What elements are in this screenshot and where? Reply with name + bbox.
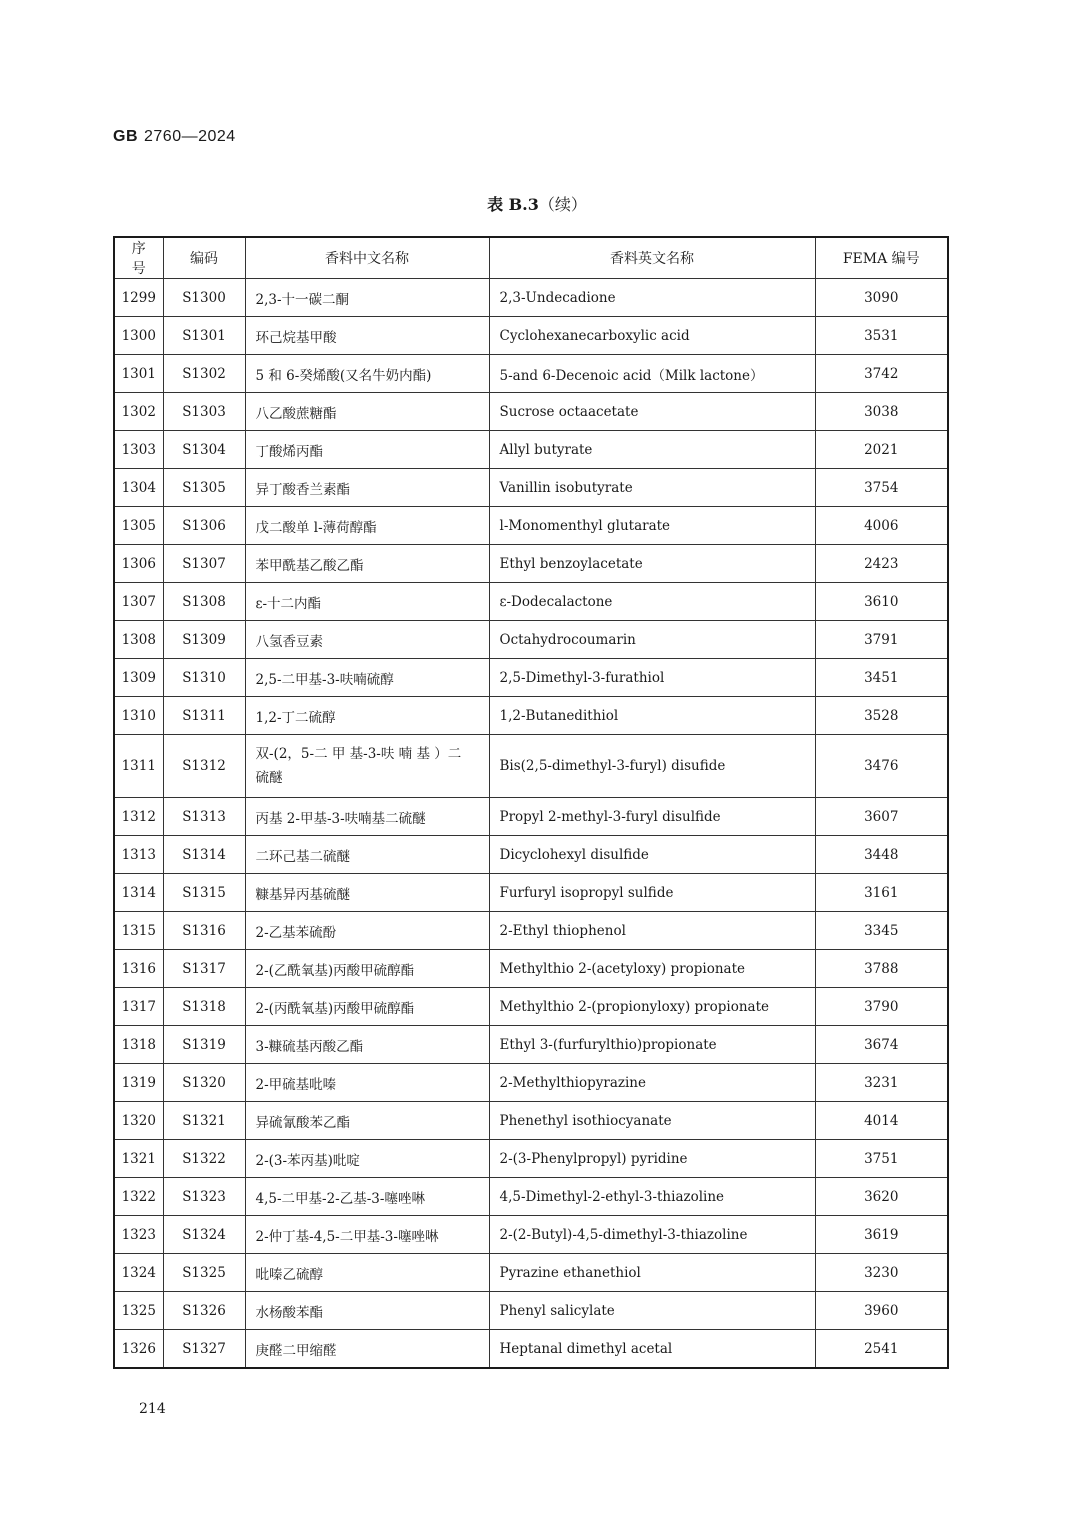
table-row: [114, 1254, 948, 1292]
cell-code: S1324: [163, 1216, 245, 1254]
table-row: [114, 545, 948, 583]
cell-serial: 1315: [114, 912, 163, 950]
table-row: [114, 1292, 948, 1330]
cell-chinese-name: 2-(3-苯丙基)吡啶: [245, 1140, 489, 1178]
cell-code: S1313: [163, 798, 245, 836]
cell-fema-number: 2021: [815, 431, 948, 469]
cell-chinese-name: ε-十二内酯: [245, 583, 489, 621]
cell-serial: 1321: [114, 1140, 163, 1178]
cell-fema-number: 3620: [815, 1178, 948, 1216]
cell-chinese-name: 水杨酸苯酯: [245, 1292, 489, 1330]
cell-serial: 1323: [114, 1216, 163, 1254]
table-row: [114, 950, 948, 988]
cell-fema-number: 3531: [815, 317, 948, 355]
cell-serial: 1324: [114, 1254, 163, 1292]
cell-chinese-name: 异硫氰酸苯乙酯: [245, 1102, 489, 1140]
cell-code: S1306: [163, 507, 245, 545]
cell-fema-number: 3610: [815, 583, 948, 621]
header-english-name: 香料英文名称: [489, 237, 815, 279]
cell-chinese-name: 1,2-丁二硫醇: [245, 697, 489, 735]
cell-serial: 1301: [114, 355, 163, 393]
cell-chinese-name: 2-甲硫基吡嗪: [245, 1064, 489, 1102]
table-header-row: [114, 237, 948, 279]
cell-fema-number: 4014: [815, 1102, 948, 1140]
cell-fema-number: 2423: [815, 545, 948, 583]
cell-serial: 1311: [114, 735, 163, 798]
cell-fema-number: 3619: [815, 1216, 948, 1254]
cell-english-name: Pyrazine ethanethiol: [489, 1254, 815, 1292]
cell-fema-number: 3791: [815, 621, 948, 659]
cell-fema-number: 3790: [815, 988, 948, 1026]
standard-prefix: GB: [113, 128, 138, 145]
cell-chinese-name: 吡嗪乙硫醇: [245, 1254, 489, 1292]
cell-fema-number: 3751: [815, 1140, 948, 1178]
cell-code: S1302: [163, 355, 245, 393]
cell-english-name: 1,2-Butanedithiol: [489, 697, 815, 735]
cell-code: S1326: [163, 1292, 245, 1330]
table-row: [114, 621, 948, 659]
table-row: [114, 912, 948, 950]
cell-chinese-name: 4,5-二甲基-2-乙基-3-噻唑啉: [245, 1178, 489, 1216]
cell-code: S1327: [163, 1330, 245, 1369]
cell-serial: 1308: [114, 621, 163, 659]
cell-chinese-name: 异丁酸香兰素酯: [245, 469, 489, 507]
cell-english-name: Methylthio 2-(propionyloxy) propionate: [489, 988, 815, 1026]
cell-chinese-name: 糠基异丙基硫醚: [245, 874, 489, 912]
cell-code: S1311: [163, 697, 245, 735]
table-row: [114, 836, 948, 874]
cell-fema-number: 3754: [815, 469, 948, 507]
cell-chinese-name: 2-仲丁基-4,5-二甲基-3-噻唑啉: [245, 1216, 489, 1254]
table-row: [114, 874, 948, 912]
cell-fema-number: 3742: [815, 355, 948, 393]
cell-english-name: 2-Methylthiopyrazine: [489, 1064, 815, 1102]
cell-chinese-name: 5 和 6-癸烯酸(又名牛奶内酯): [245, 355, 489, 393]
flavor-table: [113, 236, 949, 1369]
cell-english-name: 2-(3-Phenylpropyl) pyridine: [489, 1140, 815, 1178]
cell-serial: 1303: [114, 431, 163, 469]
cell-fema-number: 3960: [815, 1292, 948, 1330]
table-row: [114, 431, 948, 469]
cell-fema-number: 3038: [815, 393, 948, 431]
cell-serial: 1313: [114, 836, 163, 874]
table-row: [114, 1216, 948, 1254]
cell-chinese-name: 2-乙基苯硫酚: [245, 912, 489, 950]
cell-serial: 1317: [114, 988, 163, 1026]
cell-serial: 1305: [114, 507, 163, 545]
cell-code: S1314: [163, 836, 245, 874]
cell-chinese-name: 八乙酸蔗糖酯: [245, 393, 489, 431]
cell-serial: 1302: [114, 393, 163, 431]
cell-serial: 1314: [114, 874, 163, 912]
table-row: [114, 583, 948, 621]
cell-serial: 1310: [114, 697, 163, 735]
cell-english-name: 2,3-Undecadione: [489, 279, 815, 317]
page-number: 214: [139, 1401, 166, 1417]
cell-serial: 1326: [114, 1330, 163, 1369]
cell-chinese-name: 丙基 2-甲基-3-呋喃基二硫醚: [245, 798, 489, 836]
cell-english-name: 2,5-Dimethyl-3-furathiol: [489, 659, 815, 697]
cell-fema-number: 3161: [815, 874, 948, 912]
cell-english-name: Propyl 2-methyl-3-furyl disulfide: [489, 798, 815, 836]
cell-fema-number: 3674: [815, 1026, 948, 1064]
cell-english-name: Ethyl 3-(furfurylthio)propionate: [489, 1026, 815, 1064]
cell-chinese-name: 2,3-十一碳二酮: [245, 279, 489, 317]
cell-fema-number: 3230: [815, 1254, 948, 1292]
cell-serial: 1300: [114, 317, 163, 355]
cell-chinese-name: 2-(丙酰氧基)丙酸甲硫醇酯: [245, 988, 489, 1026]
cell-code: S1310: [163, 659, 245, 697]
cell-serial: 1319: [114, 1064, 163, 1102]
standard-number: 2760—2024: [144, 128, 236, 145]
cell-fema-number: 3476: [815, 735, 948, 798]
cell-english-name: 4,5-Dimethyl-2-ethyl-3-thiazoline: [489, 1178, 815, 1216]
cell-fema-number: 3231: [815, 1064, 948, 1102]
cell-chinese-name: 庚醛二甲缩醛: [245, 1330, 489, 1369]
cell-english-name: Ethyl benzoylacetate: [489, 545, 815, 583]
cell-code: S1319: [163, 1026, 245, 1064]
cell-serial: 1299: [114, 279, 163, 317]
table-row: [114, 659, 948, 697]
cell-english-name: Phenyl salicylate: [489, 1292, 815, 1330]
table-row: [114, 355, 948, 393]
cell-serial: 1322: [114, 1178, 163, 1216]
header-chinese-name: 香料中文名称: [245, 237, 489, 279]
table-row: [114, 1178, 948, 1216]
cell-fema-number: 3528: [815, 697, 948, 735]
cell-english-name: 2-(2-Butyl)-4,5-dimethyl-3-thiazoline: [489, 1216, 815, 1254]
cell-english-name: Furfuryl isopropyl sulfide: [489, 874, 815, 912]
cell-fema-number: 3090: [815, 279, 948, 317]
cell-serial: 1306: [114, 545, 163, 583]
cell-code: S1325: [163, 1254, 245, 1292]
cell-fema-number: 3451: [815, 659, 948, 697]
cell-fema-number: 3448: [815, 836, 948, 874]
table-row: [114, 1026, 948, 1064]
cell-chinese-name: 二环己基二硫醚: [245, 836, 489, 874]
cell-serial: 1312: [114, 798, 163, 836]
cell-chinese-name: 双-(2，5-二 甲 基-3-呋 喃 基 ）二 硫醚: [245, 735, 489, 798]
cell-english-name: ε-Dodecalactone: [489, 583, 815, 621]
cell-code: S1321: [163, 1102, 245, 1140]
table-title-label: 表 B.3: [487, 195, 539, 214]
cell-serial: 1318: [114, 1026, 163, 1064]
cell-code: S1305: [163, 469, 245, 507]
table-row: [114, 735, 948, 798]
cell-serial: 1307: [114, 583, 163, 621]
table-row: [114, 988, 948, 1026]
table-title: [0, 192, 1074, 215]
cell-fema-number: 3345: [815, 912, 948, 950]
cell-english-name: 2-Ethyl thiophenol: [489, 912, 815, 950]
cell-code: S1322: [163, 1140, 245, 1178]
cell-chinese-name: 环己烷基甲酸: [245, 317, 489, 355]
cell-code: S1317: [163, 950, 245, 988]
cell-chinese-name: 苯甲酰基乙酸乙酯: [245, 545, 489, 583]
cell-code: S1323: [163, 1178, 245, 1216]
cell-code: S1300: [163, 279, 245, 317]
cell-code: S1320: [163, 1064, 245, 1102]
table-row: [114, 1140, 948, 1178]
table-row: [114, 507, 948, 545]
cell-english-name: Vanillin isobutyrate: [489, 469, 815, 507]
cell-fema-number: 3788: [815, 950, 948, 988]
table-row: [114, 469, 948, 507]
cell-serial: 1320: [114, 1102, 163, 1140]
cell-code: S1318: [163, 988, 245, 1026]
cell-english-name: Sucrose octaacetate: [489, 393, 815, 431]
cell-english-name: l-Monomenthyl glutarate: [489, 507, 815, 545]
cell-code: S1301: [163, 317, 245, 355]
cell-code: S1304: [163, 431, 245, 469]
cell-code: S1315: [163, 874, 245, 912]
cell-english-name: 5-and 6-Decenoic acid（Milk lactone）: [489, 355, 815, 393]
table-row: [114, 279, 948, 317]
cell-code: S1308: [163, 583, 245, 621]
table-row: [114, 1102, 948, 1140]
table-row: [114, 1330, 948, 1369]
cell-code: S1307: [163, 545, 245, 583]
cell-code: S1303: [163, 393, 245, 431]
cell-english-name: Cyclohexanecarboxylic acid: [489, 317, 815, 355]
cell-code: S1312: [163, 735, 245, 798]
cell-chinese-name: 丁酸烯丙酯: [245, 431, 489, 469]
cell-serial: 1316: [114, 950, 163, 988]
cell-chinese-name: 3-糠硫基丙酸乙酯: [245, 1026, 489, 1064]
cell-serial: 1304: [114, 469, 163, 507]
cell-code: S1316: [163, 912, 245, 950]
table-body: [114, 279, 948, 1369]
standard-code: [113, 128, 236, 146]
cell-english-name: Bis(2,5-dimethyl-3-furyl) disufide: [489, 735, 815, 798]
cell-english-name: Dicyclohexyl disulfide: [489, 836, 815, 874]
cell-chinese-name: 2,5-二甲基-3-呋喃硫醇: [245, 659, 489, 697]
header-serial: 序号: [114, 237, 163, 279]
cell-chinese-name: 2-(乙酰氧基)丙酸甲硫醇酯: [245, 950, 489, 988]
cell-english-name: Heptanal dimethyl acetal: [489, 1330, 815, 1369]
table-title-suffix: （续）: [538, 195, 587, 214]
table-row: [114, 697, 948, 735]
cell-fema-number: 2541: [815, 1330, 948, 1369]
cell-chinese-name: 戊二酸单 l-薄荷醇酯: [245, 507, 489, 545]
cell-english-name: Methylthio 2-(acetyloxy) propionate: [489, 950, 815, 988]
table-row: [114, 393, 948, 431]
cell-fema-number: 3607: [815, 798, 948, 836]
table-row: [114, 1064, 948, 1102]
header-code: 编码: [163, 237, 245, 279]
cell-code: S1309: [163, 621, 245, 659]
cell-english-name: Octahydrocoumarin: [489, 621, 815, 659]
cell-fema-number: 4006: [815, 507, 948, 545]
header-fema-number: FEMA 编号: [815, 237, 948, 279]
cell-chinese-name: 八氢香豆素: [245, 621, 489, 659]
table-row: [114, 317, 948, 355]
cell-english-name: Phenethyl isothiocyanate: [489, 1102, 815, 1140]
table-row: [114, 798, 948, 836]
cell-serial: 1325: [114, 1292, 163, 1330]
cell-serial: 1309: [114, 659, 163, 697]
cell-english-name: Allyl butyrate: [489, 431, 815, 469]
